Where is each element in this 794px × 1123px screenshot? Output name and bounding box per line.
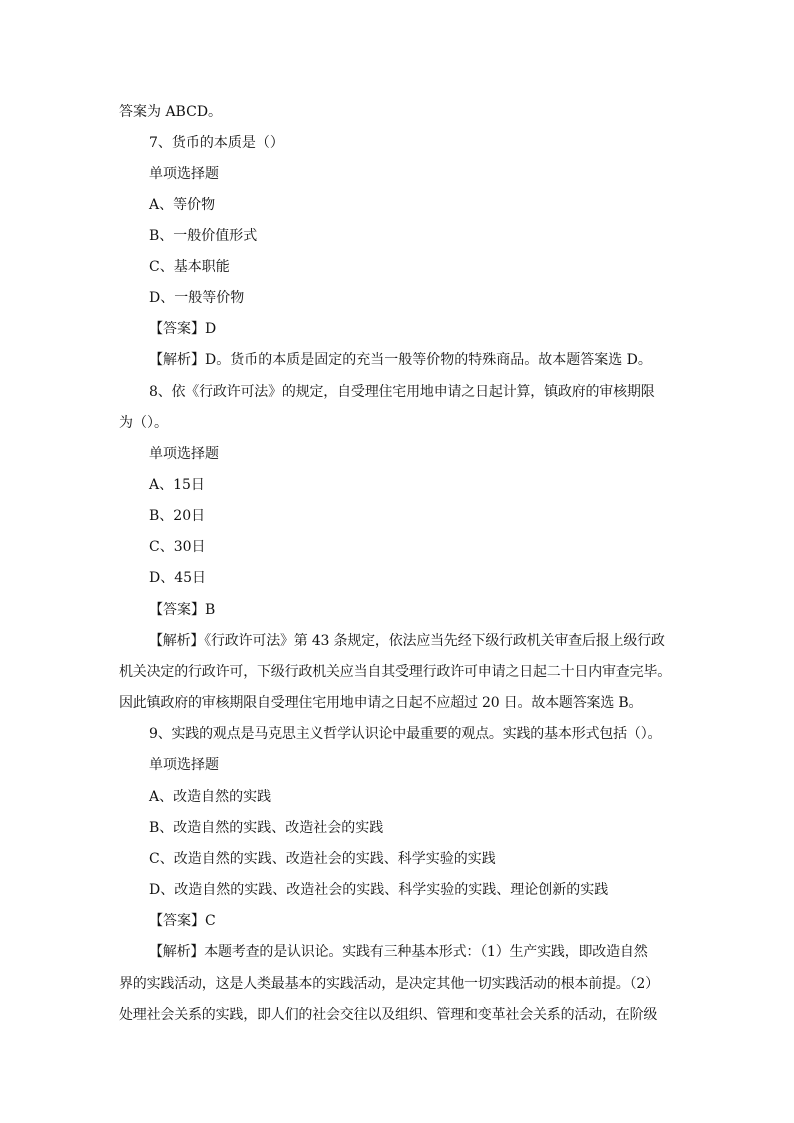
analysis-line-cont: 机关决定的行政许可，下级行政机关应当自其受理行政许可申请之日起二十日内审查完毕。 (119, 664, 671, 680)
question-7-stem: 7、货币的本质是（） (149, 135, 284, 151)
analysis-line-cont: 处理社会关系的实践，即人们的社会交往以及组织、管理和变革社会关系的活动，在阶级 (119, 1007, 658, 1023)
option-a: A、等价物 (149, 197, 216, 213)
analysis-line-cont: 界的实践活动，这是人类最基本的实践活动，是决定其他一切实践活动的根本前提。（2） (119, 976, 659, 992)
answer-line: 【答案】B (149, 602, 216, 618)
question-9-stem: 9、实践的观点是马克思主义哲学认识论中最重要的观点。实践的基本形式包括（）。 (149, 726, 662, 742)
option-d: D、改造自然的实践、改造社会的实践、科学实验的实践、理论创新的实践 (149, 882, 609, 898)
analysis-line: 【解析】本题考查的是认识论。实践有三种基本形式：（1）生产实践，即改造自然 (149, 944, 648, 960)
option-a: A、15日 (149, 477, 205, 493)
option-d: D、45日 (149, 570, 207, 586)
analysis-line: 【解析】D。货币的本质是固定的充当一般等价物的特殊商品。故本题答案选 D。 (149, 352, 652, 368)
analysis-line-cont: 因此镇政府的审核期限自受理住宅用地申请之日起不应超过 20 日。故本题答案选 B。 (119, 695, 643, 711)
option-c: C、30日 (149, 539, 206, 555)
option-c: C、基本职能 (149, 259, 230, 275)
option-d: D、一般等价物 (149, 290, 245, 306)
question-type-label: 单项选择题 (149, 757, 219, 773)
option-a: A、改造自然的实践 (149, 789, 272, 805)
option-b: B、一般价值形式 (149, 228, 258, 244)
analysis-line: 【解析】《行政许可法》第 43 条规定，依法应当先经下级行政机关审查后报上级行政 (149, 633, 665, 649)
option-c: C、改造自然的实践、改造社会的实践、科学实验的实践 (149, 851, 496, 867)
text-line: 答案为 ABCD。 (119, 104, 223, 120)
answer-line: 【答案】C (149, 913, 216, 929)
question-8-stem-cont: 为（）。 (119, 415, 168, 431)
question-type-label: 单项选择题 (149, 446, 219, 462)
option-b: B、改造自然的实践、改造社会的实践 (149, 820, 384, 836)
question-8-stem: 8、依《行政许可法》的规定，自受理住宅用地申请之日起计算，镇政府的审核期限 (149, 384, 655, 400)
question-type-label: 单项选择题 (149, 166, 219, 182)
option-b: B、20日 (149, 508, 206, 524)
answer-line: 【答案】D (149, 321, 217, 337)
